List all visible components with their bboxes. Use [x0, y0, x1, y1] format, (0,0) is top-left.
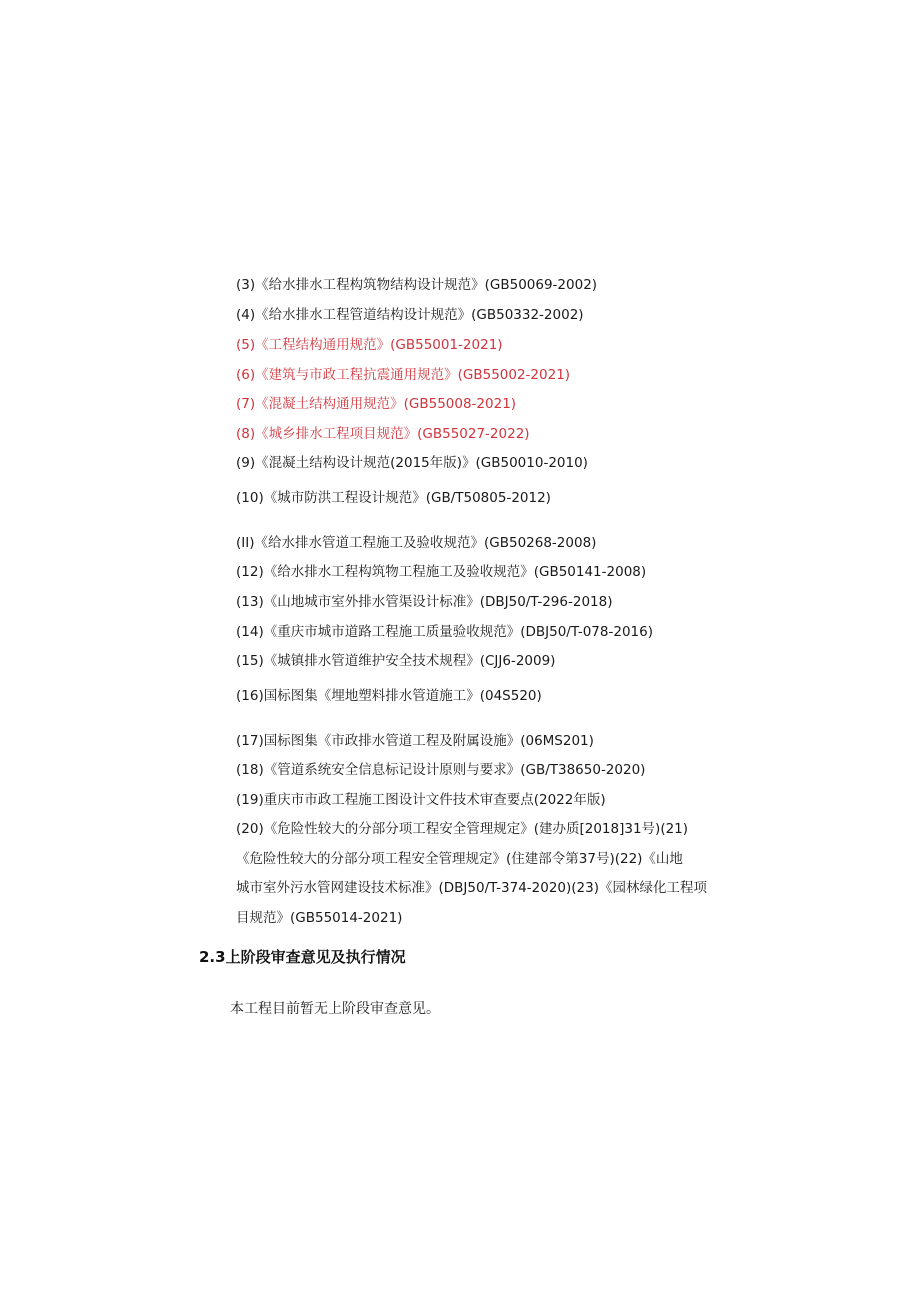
reference-item-12: (12)《给水排水工程构筑物工程施工及验收规范》(GB50141-2008) [236, 564, 647, 580]
reference-item-5: (5)《工程结构通用规范》(GB55001-2021) [236, 337, 503, 353]
reference-item-13: (13)《山地城市室外排水管渠设计标准》(DBJ50/T-296-2018) [236, 594, 613, 610]
reference-item-6: (6)《建筑与市政工程抗震通用规范》(GB55002-2021) [236, 367, 571, 383]
reference-item-14: (14)《重庆市城市道路工程施工质量验收规范》(DBJ50/T-078-2016) [236, 624, 653, 640]
reference-item-19: (19)重庆市市政工程施工图设计文件技术审查要点(2022年版) [236, 792, 606, 808]
reference-item-3: (3)《给水排水工程构筑物结构设计规范》(GB50069-2002) [236, 277, 598, 293]
reference-item-7: (7)《混凝土结构通用规范》(GB55008-2021) [236, 396, 517, 412]
reference-item-22: 城市室外污水管网建设技术标准》(DBJ50/T-374-2020)(23)《园林绿化工程项 [236, 880, 707, 896]
section-body-text: 本工程目前暂无上阶段审查意见。 [230, 1001, 440, 1017]
reference-item-10: (10)《城市防洪工程设计规范》(GB/T50805-2012) [236, 490, 551, 506]
reference-item-8: (8)《城乡排水工程项目规范》(GB55027-2022) [236, 426, 530, 442]
reference-item-11: (II)《给水排水管道工程施工及验收规范》(GB50268-2008) [236, 535, 597, 551]
reference-item-16: (16)国标图集《埋地塑料排水管道施工》(04S520) [236, 688, 542, 704]
reference-item-15: (15)《城镇排水管道维护安全技术规程》(CJJ6-2009) [236, 653, 556, 669]
reference-item-17: (17)国标图集《市政排水管道工程及附属设施》(06MS201) [236, 733, 594, 749]
reference-item-18: (18)《管道系统安全信息标记设计原则与要求》(GB/T38650-2020) [236, 762, 646, 778]
reference-item-4: (4)《给水排水工程管道结构设计规范》(GB50332-2002) [236, 307, 584, 323]
reference-item-20: (20)《危险性较大的分部分项工程安全管理规定》(建办质[2018]31号)(21) [236, 821, 689, 837]
reference-item-21: 《危险性较大的分部分项工程安全管理规定》(住建部令第37号)(22)《山地 [236, 851, 683, 867]
section-heading: 2.3上阶段审查意见及执行情况 [199, 948, 406, 966]
reference-item-23: 目规范》(GB55014-2021) [236, 910, 403, 926]
reference-item-9: (9)《混凝土结构设计规范(2015年版)》(GB50010-2010) [236, 455, 588, 471]
